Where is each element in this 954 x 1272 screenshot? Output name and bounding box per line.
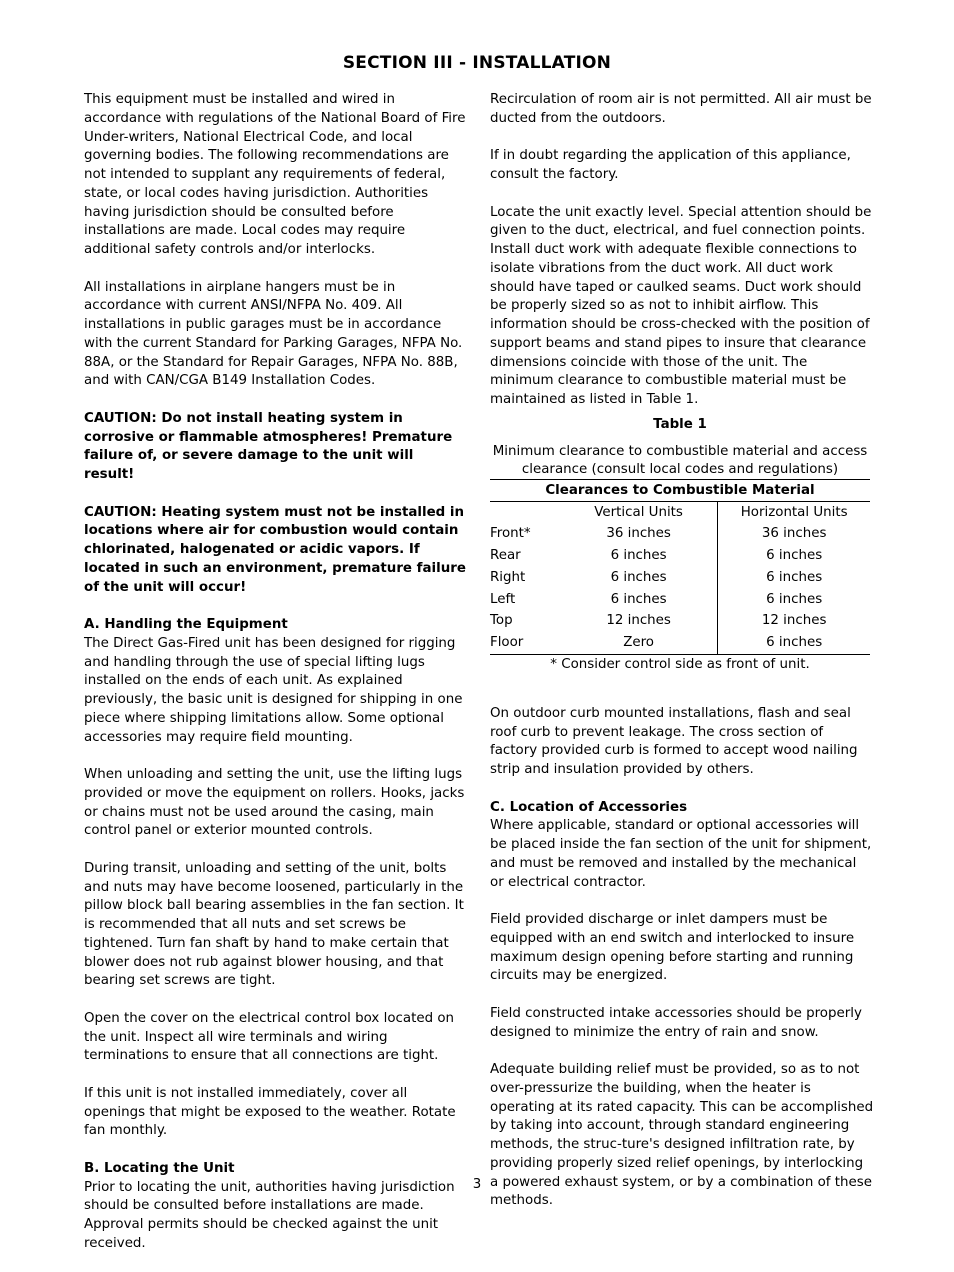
paragraph: Prior to locating the unit, authorities having jurisdiction should be consulted before installations are made. Approval permits should be checked against the unit received. <box>84 1179 455 1251</box>
paragraph: Field constructed intake accessories should be properly designed to minimize the entry of rain and snow. <box>490 1005 862 1040</box>
paragraph: If this unit is not installed immediately, cover all openings that might be exposed to the weather. Rotate fan monthly. <box>84 1085 456 1139</box>
paragraph: Locate the unit exactly level. Special attention should be given to the duct, electrical, and fuel connection points. Install duct work with adequate flexible connections to isolate vibrations from the duct work. All duct work should have taped or caulked seams. Duct work should be properly sized so as not to inhibit airflow. This information should be cross-checked with the position of support beams and stand pipes to insure that clearance dimensions coincide with those of the unit. The minimum clearance to combustible material must be maintained as listed in Table 1. <box>490 204 872 407</box>
paragraph: If in doubt regarding the application of this appliance, consult the factory. <box>490 148 851 182</box>
column-header-horizontal: Horizontal Units <box>740 504 848 520</box>
row-label: Floor <box>490 632 560 654</box>
paragraph: Open the cover on the electrical control box located on the unit. Inspect all wire terminals and wiring terminations to ensure that all connections are tight. <box>84 1010 455 1064</box>
row-label: Left <box>490 591 516 607</box>
row-label: Rear <box>490 548 521 564</box>
vertical-value: 12 inches <box>560 610 718 632</box>
caution-text: CAUTION: Do not install heating system in corrosive or flammable atmospheres! Premature failure of, or severe damage to the unit will result! <box>84 410 453 482</box>
paragraph: All installations in airplane hangers must be in accordance with current ANSI/NFPA No. 409. All installations in public garages must be in accordance with the current Standard for Parking Garages, NFPA No. 88A, or the Standard for Repair Garages, NFPA No. 88B, and with CAN/CGA B149 Installation Codes. <box>84 279 463 389</box>
horizontal-value: 6 inches <box>766 548 823 564</box>
paragraph: When unloading and setting the unit, use the lifting lugs provided or move the equipment on rollers. Hooks, jacks or chains must not be used around the casing, main control panel or exterior mounted controls. <box>84 767 465 839</box>
page-number: 3 <box>472 1177 482 1192</box>
horizontal-value: 36 inches <box>761 526 827 542</box>
clearance-table <box>490 479 870 656</box>
column-header-vertical: Vertical Units <box>560 501 718 523</box>
paragraph: This equipment must be installed and wired in accordance with regulations of the National Board of Fire Under-writers, National Electrical Code, and local governing bodies. The following recommendations are not intended to supplant any requirements of federal, state, or local codes having jurisdiction. Authorities having jurisdiction should be consulted before installations are made. Local codes may require additional safety controls and/or interlocks. <box>84 92 466 257</box>
section-heading-b: B. Locating the Unit <box>84 1160 235 1176</box>
paragraph: Field provided discharge or inlet dampers must be equipped with an end switch and interlocked to insure maximum design opening before starting and running circuits may be energized. <box>490 912 855 984</box>
paragraph: Recirculation of room air is not permitted. All air must be ducted from the outdoors. <box>490 92 872 126</box>
table-title: Table 1 <box>653 416 707 432</box>
horizontal-value: 6 inches <box>766 569 823 585</box>
row-label: Top <box>490 613 513 629</box>
vertical-value: Zero <box>560 632 718 654</box>
paragraph: On outdoor curb mounted installations, flash and seal roof curb to prevent leakage. The cross section of factory provided curb is formed to accept wood nailing strip and insulation provided by others. <box>490 705 858 778</box>
left-column <box>84 91 468 1272</box>
paragraph: Adequate building relief must be provided, so as to not over-pressurize the building, when the heater is operating at its rated capacity. This can be accomplished by taking into account, through standard engineering methods, the struc-ture's designed infiltration rate, by providing properly sized relief openings, by interlocking a powered exhaust system, or by a combination of these methods. <box>490 1062 874 1209</box>
table-row <box>490 610 870 632</box>
horizontal-value: 6 inches <box>766 591 823 607</box>
horizontal-value: 12 inches <box>761 613 827 629</box>
section-heading-a: A. Handling the Equipment <box>84 617 288 632</box>
table-row <box>490 545 870 567</box>
vertical-value: 6 inches <box>560 567 718 589</box>
right-column <box>490 91 874 1230</box>
vertical-value: 6 inches <box>560 589 718 611</box>
vertical-value: 36 inches <box>560 523 718 545</box>
table-row <box>490 567 870 589</box>
row-label: Right <box>490 569 526 585</box>
caution-text: CAUTION: Heating system must not be installed in locations where air for combustion would contain chlorinated, halogenated or acidic vapors. If located in such an environment, premature failure of the unit will occur! <box>84 504 466 595</box>
table-row <box>490 523 870 545</box>
paragraph: During transit, unloading and setting of the unit, bolts and nuts may have become loosened, particularly in the pillow block ball bearing assemblies in the fan section. It is recommended that all nuts and set screws be tightened. Turn fan shaft by hand to make certain that blower does not rub against blower housing, and that bearing set screws are tight. <box>84 860 464 989</box>
table-row <box>490 589 870 611</box>
paragraph: Where applicable, standard or optional accessories will be placed inside the fan section of the unit for shipment, and must be removed and installed by the mechanical or electrical contractor. <box>490 818 872 890</box>
section-heading-c: C. Location of Accessories <box>490 799 688 815</box>
paragraph: The Direct Gas-Fired unit has been designed for rigging and handling through the use of special lifting lugs installed on the ends of each unit. As explained previously, the basic unit is designed for shipping in one piece where shipping limitations allow. Some optional accessories may require field mounting. <box>84 635 463 745</box>
row-label: Front* <box>490 526 531 542</box>
table-caption: Minimum clearance to combustible material and access clearance (consult local codes and regulations) <box>492 443 868 477</box>
page-title: SECTION III - INSTALLATION <box>342 53 612 73</box>
table-row <box>490 632 870 654</box>
table-note: * Consider control side as front of unit. <box>550 657 810 673</box>
table-header: Clearances to Combustible Material <box>490 479 870 501</box>
vertical-value: 6 inches <box>560 545 718 567</box>
horizontal-value: 6 inches <box>718 632 870 654</box>
